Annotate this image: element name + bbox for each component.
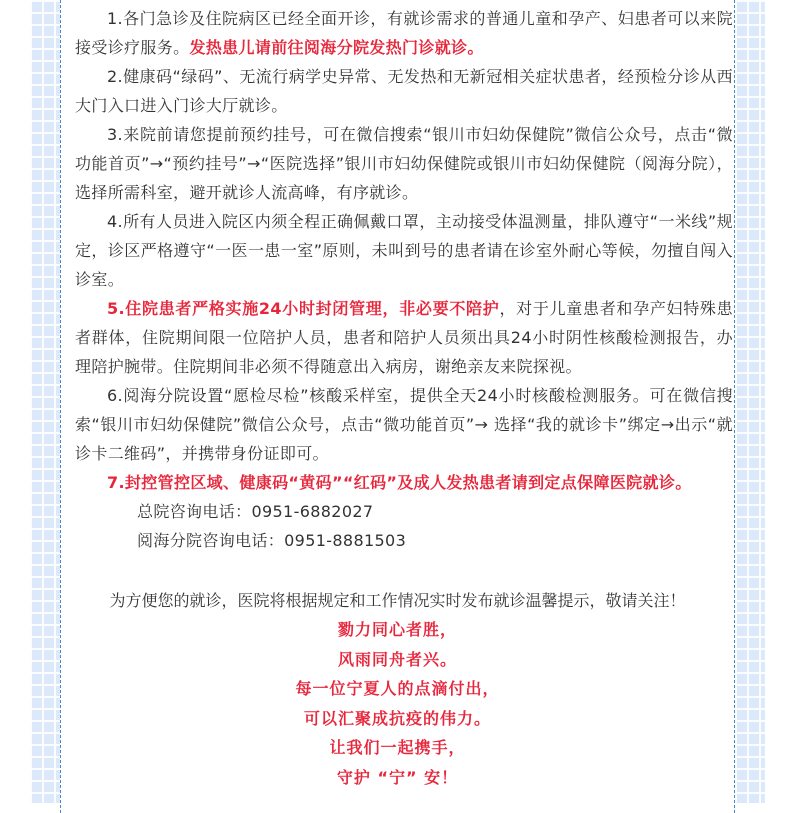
notice-item-2: 2.健康码“绿码”、无流行病学史异常、无发热和无新冠相关症状患者，经预检分诊从西大门入口进入门诊大厅就诊。 [75,67,733,115]
left-decorative-strip [30,0,60,803]
notice-item-7: 7.封控管控区域、健康码“黄码”“红码”及成人发热患者请到定点保障医院就诊。 [107,473,692,492]
slogan-line: 每一位宁夏人的点滴付出， [295,679,500,699]
contact-main: 总院咨询电话：0951-6882027 [137,502,374,521]
closing-notice: 为方便您的就诊，医院将根据规定和工作情况实时发布就诊温馨提示，敬请关注！ [109,591,686,610]
contact-yuehai: 阅海分院咨询电话：0951-8881503 [137,531,407,550]
highlight-text: 住院患者严格实施24小时封闭管理，非必要不陪护 [124,299,500,318]
phone-yuehai: 0951-8881503 [284,531,407,550]
slogan-line: 勠力同心者胜， [337,620,457,639]
notice-item-6: 6.阅海分院设置“愿检尽检”核酸采样室，提供全天24小时核酸检测服务。可在微信搜索“银川市妇幼保健院”微信公众号，点击“微功能首页”→ 选择“我的就诊卡”绑定→出示“就诊卡二维码”，并携带身份证即可。 [75,386,733,463]
slogan-line: 让我们一起携手， [329,738,466,758]
notice-item-5: 5.住院患者严格实施24小时封闭管理，非必要不陪护，对于儿童患者和孕产妇特殊患者群体，住院期间限一位陪护人员，患者和陪护人员须出具24小时阴性核酸检测报告，办理陪护腕带。住院期间非必须不得随意出入病房，谢绝亲友来院探视。 [75,299,733,376]
notice-item-3: 3.来院前请您提前预约挂号，可在微信搜索“银川市妇幼保健院”微信公众号，点击“微功能首页”→“预约挂号”→“医院选择”银川市妇幼保健院或银川市妇幼保健院（阅海分院），选择所需科室，避开就诊人流高峰，有序就诊。 [75,125,733,202]
slogan-line: 可以汇聚成抗疫的伟力。 [303,708,491,728]
phone-main: 0951-6882027 [251,502,374,521]
notice-item-1: 1.各门急诊及住院病区已经全面开诊，有就诊需求的普通儿童和孕产、妇患者可以来院接受诊疗服务。发热患儿请前往阅海分院发热门诊就诊。 [75,9,733,57]
notice-body [75,4,733,555]
highlight-text: 封控管控区域、健康码“黄码”“红码”及成人发热患者请到定点保障医院就诊。 [124,473,692,492]
notice-item-4: 4.所有人员进入院区内须全程正确佩戴口罩，主动接受体温测量，排队遵守“一米线”规定，诊区严格遵守“一医一患一室”原则，未叫到号的患者请在诊室外耐心等候，勿擅自闯入诊室。 [75,212,733,289]
slogan-line: 风雨同舟者兴。 [337,649,457,669]
right-decorative-strip [735,0,765,803]
slogan-line: 守护 “宁” 安！ [336,767,459,787]
slogan-block [60,615,735,793]
highlight-text: 发热患儿请前往阅海分院发热门诊就诊。 [189,38,484,57]
